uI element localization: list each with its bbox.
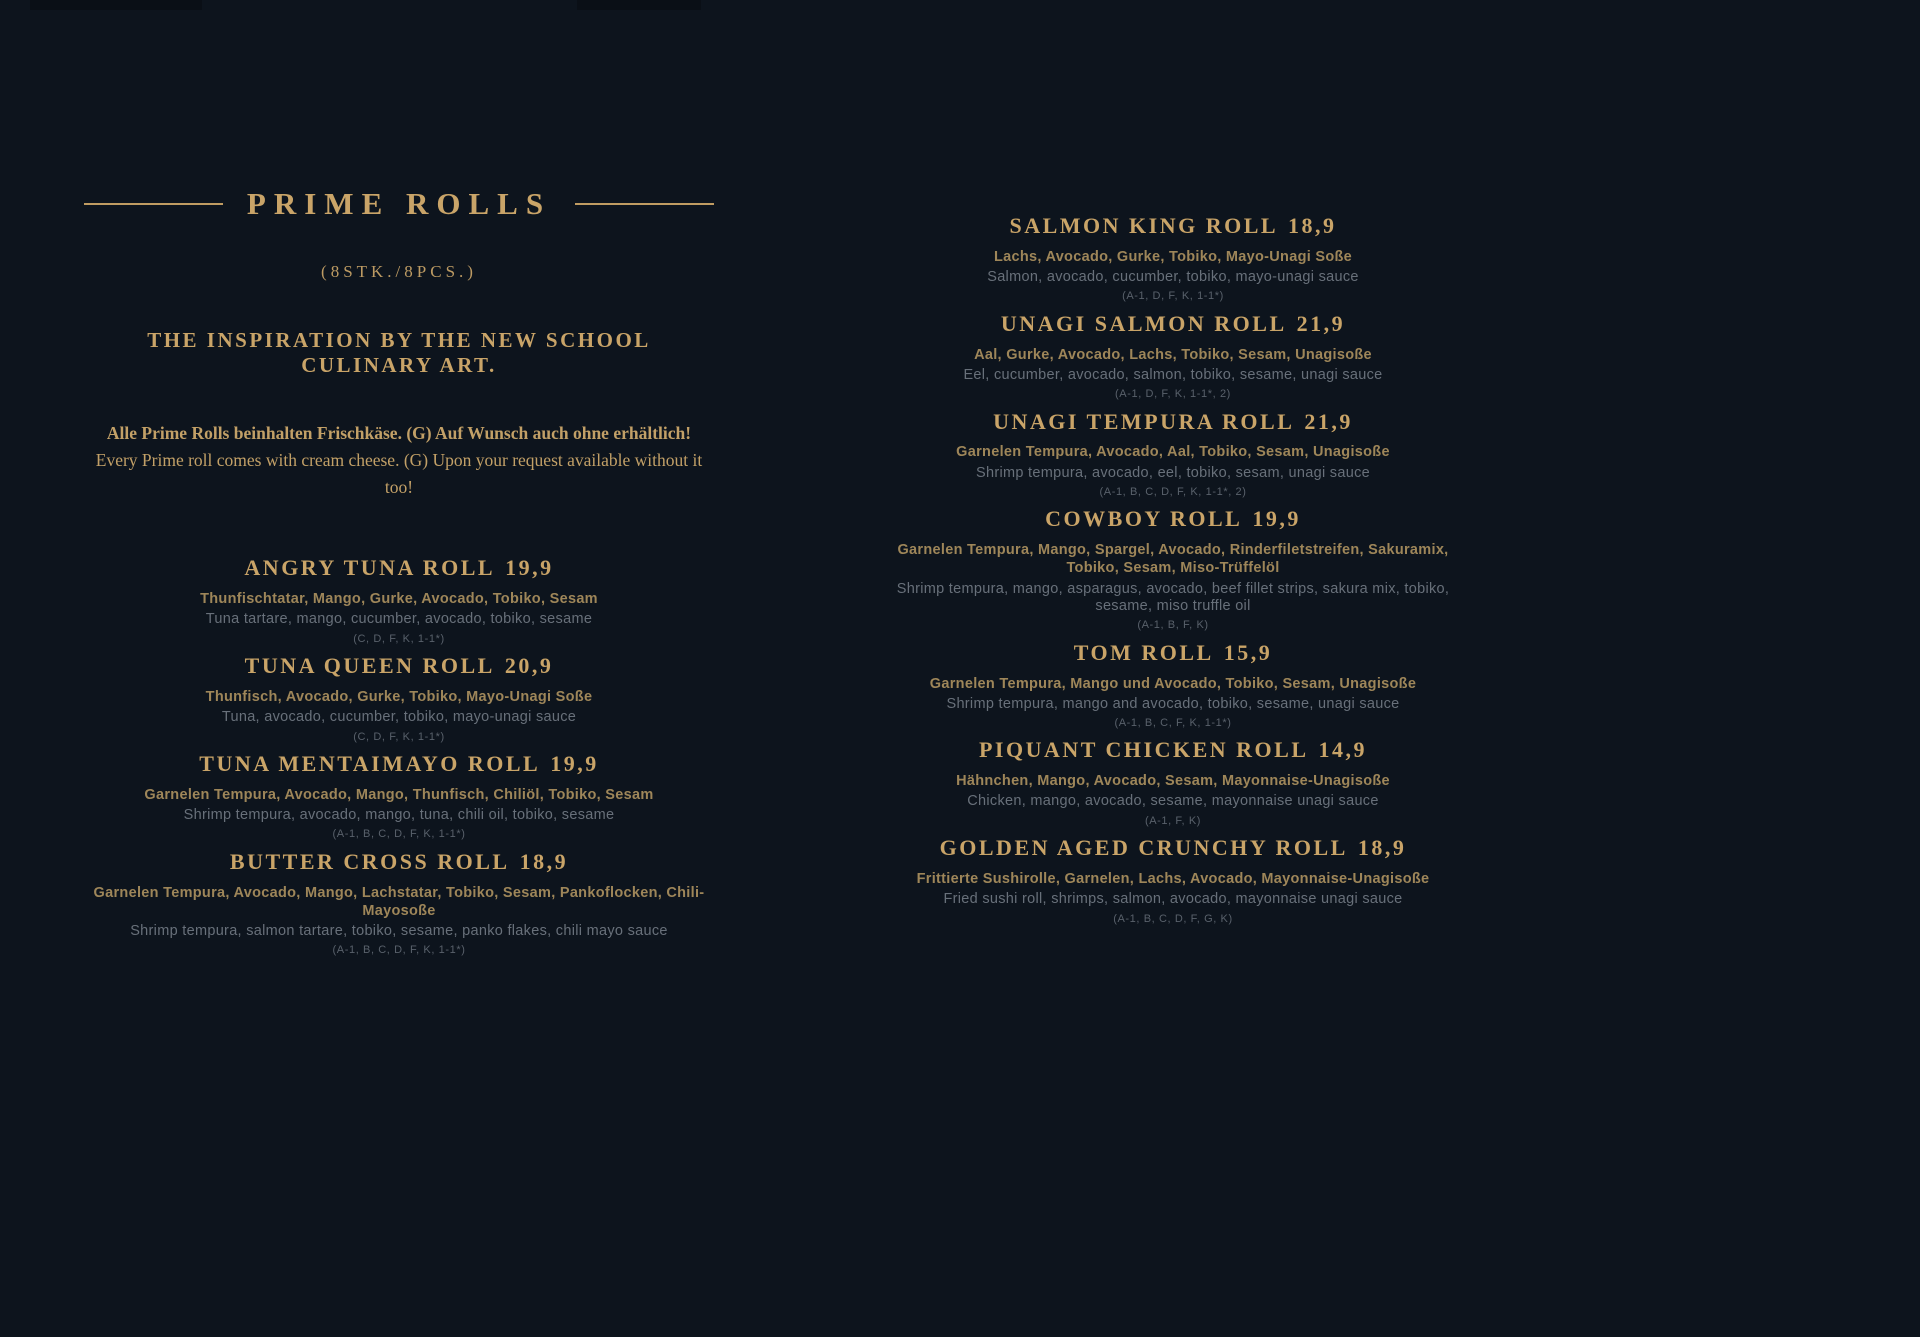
item-description-german: Garnelen Tempura, Avocado, Mango, Thunfisch, Chiliöl, Tobiko, Sesam: [144, 786, 654, 803]
title-rule-right: [575, 203, 714, 205]
item-allergens: (C, D, F, K, 1-1*): [353, 632, 445, 645]
tagline: THE INSPIRATION BY THE NEW SCHOOL CULINARY ART.: [147, 328, 651, 377]
left-column: [84, 0, 714, 965]
item-allergens: (A-1, F, K): [1144, 814, 1202, 827]
item-price: 19,9: [1252, 506, 1301, 532]
item-title: [878, 213, 1468, 239]
item-allergens: (A-1, B, C, D, F, G, K): [1113, 912, 1233, 925]
item-name: GOLDEN AGED CRUNCHY ROLL: [939, 835, 1348, 861]
item-name: SALMON KING ROLL: [1009, 213, 1279, 238]
item-title: [84, 849, 714, 875]
item-description-english: Chicken, mango, avocado, sesame, mayonnaise unagi sauce: [967, 793, 1379, 810]
item-allergens: (A-1, D, F, K, 1-1*, 2): [1115, 388, 1231, 401]
item-name: PIQUANT CHICKEN ROLL: [978, 737, 1309, 763]
menu-item: [84, 653, 714, 744]
item-description-german: Thunfisch, Avocado, Gurke, Tobiko, Mayo-Unagi Soße: [205, 689, 593, 706]
item-description-german: Garnelen Tempura, Avocado, Mango, Lachstatar, Tobiko, Sesam, Pankoflocken, Chili-Mayosoße: [93, 884, 705, 919]
menu-item: [84, 751, 714, 842]
item-price: 19,9: [505, 555, 554, 581]
note-german: Alle Prime Rolls beinhalten Frischkäse. (G) Auf Wunsch auch ohne erhältlich!: [106, 423, 692, 443]
item-description-english: Shrimp tempura, salmon tartare, tobiko, sesame, panko flakes, chili mayo sauce: [130, 922, 668, 939]
menu-item: [84, 555, 714, 646]
item-title: [878, 835, 1468, 861]
item-name: UNAGI SALMON ROLL: [1000, 310, 1287, 336]
item-allergens: (A-1, B, C, D, F, K, 1-1*): [332, 944, 466, 957]
item-price: 19,9: [550, 750, 599, 776]
item-name: UNAGI TEMPURA ROLL: [993, 408, 1295, 434]
item-title: [878, 409, 1468, 435]
item-allergens: (C, D, F, K, 1-1*): [353, 730, 445, 743]
menu-item: [878, 640, 1468, 731]
item-title: [878, 737, 1468, 763]
item-description-english: Shrimp tempura, avocado, mango, tuna, chili oil, tobiko, sesame: [183, 806, 615, 823]
item-description-english: Tuna, avocado, cucumber, tobiko, mayo-unagi sauce: [221, 709, 577, 726]
item-title: [84, 751, 714, 777]
item-price: 15,9: [1223, 639, 1273, 665]
cream-cheese-note: [84, 420, 714, 501]
item-price: 18,9: [1357, 835, 1407, 861]
item-price: 20,9: [504, 653, 554, 679]
item-title: [84, 555, 714, 581]
item-description-english: Tuna tartare, mango, cucumber, avocado, tobiko, sesame: [205, 611, 593, 628]
menu-item: [878, 409, 1468, 500]
item-allergens: (A-1, B, C, F, K, 1-1*): [1114, 717, 1232, 730]
menu-item: [878, 506, 1468, 632]
left-items-list: [84, 555, 714, 957]
menu-item: [84, 849, 714, 958]
item-price: 18,9: [519, 848, 569, 874]
item-allergens: (A-1, B, C, D, F, K, 1-1*): [332, 828, 466, 841]
item-description-german: Garnelen Tempura, Mango, Spargel, Avocado, Rinderfiletstreifen, Sakuramix, Tobiko, Sesam, Miso-Trüffelöl: [897, 542, 1449, 577]
item-description-english: Shrimp tempura, avocado, eel, tobiko, sesam, unagi sauce: [975, 464, 1370, 481]
item-title: [878, 506, 1468, 532]
item-name: ANGRY TUNA ROLL: [244, 555, 496, 581]
item-description-german: Garnelen Tempura, Mango und Avocado, Tobiko, Sesam, Unagisoße: [929, 675, 1417, 692]
item-description-german: Garnelen Tempura, Avocado, Aal, Tobiko, Sesam, Unagisoße: [956, 444, 1390, 461]
item-description-german: Lachs, Avocado, Gurke, Tobiko, Mayo-Unagi Soße: [993, 248, 1353, 265]
item-price: 18,9: [1288, 213, 1337, 238]
item-description-english: Eel, cucumber, avocado, salmon, tobiko, sesame, unagi sauce: [963, 366, 1383, 383]
item-title: [878, 311, 1468, 337]
item-description-german: Frittierte Sushirolle, Garnelen, Lachs, Avocado, Mayonnaise-Unagisoße: [916, 871, 1430, 888]
item-name: BUTTER CROSS ROLL: [229, 848, 510, 874]
item-price: 21,9: [1296, 310, 1346, 336]
item-allergens: (A-1, B, F, K): [1137, 619, 1209, 632]
item-allergens: (A-1, D, F, K, 1-1*): [1122, 290, 1224, 303]
item-price: 21,9: [1304, 408, 1353, 434]
menu-item: [878, 835, 1468, 926]
item-description-english: Salmon, avocado, cucumber, tobiko, mayo-unagi sauce: [987, 269, 1359, 286]
item-description-german: Thunfischtatar, Mango, Gurke, Avocado, Tobiko, Sesam: [200, 591, 598, 608]
item-name: COWBOY ROLL: [1045, 506, 1243, 532]
note-english: Every Prime roll comes with cream cheese. (G) Upon your request available without it too!: [95, 450, 703, 498]
item-description-german: Aal, Gurke, Avocado, Lachs, Tobiko, Sesam, Unagisoße: [974, 346, 1372, 363]
item-description-english: Shrimp tempura, mango and avocado, tobiko, sesame, unagi sauce: [946, 695, 1400, 712]
item-name: TUNA MENTAIMAYO ROLL: [199, 750, 541, 776]
item-description-english: Fried sushi roll, shrimps, salmon, avocado, mayonnaise unagi sauce: [943, 891, 1403, 908]
item-title: [878, 640, 1468, 666]
menu-item: [878, 737, 1468, 828]
title-rule-left: [84, 203, 223, 205]
right-column: [878, 0, 1468, 933]
item-name: TUNA QUEEN ROLL: [244, 653, 495, 679]
item-allergens: (A-1, B, C, D, F, K, 1-1*, 2): [1099, 486, 1247, 498]
item-description-german: Hähnchen, Mango, Avocado, Sesam, Mayonnaise-Unagisoße: [956, 773, 1390, 790]
page-title: PRIME ROLLS: [246, 186, 552, 221]
item-price: 14,9: [1318, 737, 1368, 763]
menu-item: [878, 213, 1468, 304]
item-description-english: Shrimp tempura, mango, asparagus, avocado, beef fillet strips, sakura mix, tobiko, sesame, miso truffle oil: [896, 580, 1450, 614]
portion-note: (8STK./8PCS.): [321, 262, 477, 281]
menu-item: [878, 311, 1468, 402]
section-title-row: [84, 186, 714, 222]
item-title: [84, 653, 714, 679]
item-name: TOM ROLL: [1073, 639, 1214, 665]
right-items-list: [878, 213, 1468, 926]
